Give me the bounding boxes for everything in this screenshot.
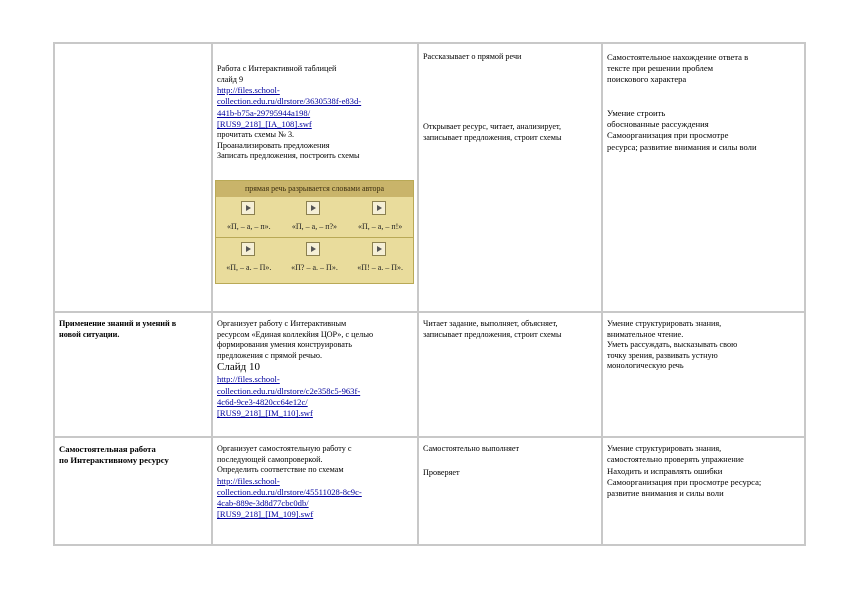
diagram-formula: «П, – а, – п». — [219, 197, 279, 237]
direct-speech-diagram — [215, 180, 414, 284]
row2-col1-cell — [55, 313, 211, 436]
row3-col4-cell — [603, 438, 804, 544]
row3-student-text-b: Проверяет — [423, 468, 460, 477]
play-icon[interactable] — [306, 242, 320, 256]
row3-col3-cell — [419, 438, 601, 544]
row3-stage-text: Самостоятельная работа по Интерактивному ресурсу — [59, 444, 169, 466]
play-icon[interactable] — [372, 242, 386, 256]
diagram-row-2 — [216, 237, 413, 278]
row1-teacher-text: Работа с Интерактивной таблицей слайд 9 — [217, 64, 337, 84]
diagram-formula: «П, – а, – п?» — [284, 197, 344, 237]
row3-teacher-text: Организует самостоятельную работу с последующей самопроверкой. Определить соответствие по схемам — [217, 444, 352, 475]
row2-teacher-text: Организует работу с Интерактивным ресурсом «Единая коллекйия ЦОР», с целью формирования умения конструировать предложения с прямой речью. — [217, 319, 374, 360]
row2-stage-text: Применение знаний и умений в новой ситуации. — [59, 319, 177, 339]
row1-skills-text-a: Самостоятельное нахождение ответа в тексте при решении проблем поискового характера — [607, 52, 749, 85]
row2-col4-cell — [603, 313, 804, 436]
row1-col1-cell — [55, 44, 211, 311]
lesson-table — [53, 42, 806, 546]
diagram-formula: «П! – а. – П». — [350, 238, 410, 278]
diagram-formula: «П? – а. – П». — [284, 238, 344, 278]
row1-col4-cell — [603, 44, 804, 311]
row3-resource-link[interactable]: http://files.school- collection.edu.ru/dlrstore/45511028-8c9c- 4cab-889e-3d8d77cbc0db/ [RUS9_218]_[IM_109].swf — [217, 475, 362, 520]
play-icon[interactable] — [241, 201, 255, 215]
row2-resource-link[interactable]: http://files.school- collection.edu.ru/dlrstore/c2e358c5-963f- 4c6d-9ce3-4820cc64e12c/ [RUS9_218]_[IM_110].swf — [217, 374, 361, 418]
row2-skills-text: Умение структурировать знания, внимательное чтение. Уметь рассуждать, высказывать свою точку зрения, развивать устную монологическую речь — [607, 319, 738, 371]
play-icon[interactable] — [241, 242, 255, 256]
row3-skills-text-b: Находить и исправлять ошибки Самоорганизация при просмотре ресурса; развитие внимания и силы воли — [607, 466, 762, 499]
row2-student-text: Читает задание, выполняет, объясняет, записывает предложения, строит схемы — [423, 319, 562, 339]
row3-student-text-a: Самостоятельно выполняет — [423, 444, 520, 453]
row1-student-text-b: Открывает ресурс, читает, анализирует, записывает предложения, строит схемы — [423, 122, 562, 142]
row1-skills-text-b: Умение строить обоснованные рассуждения Самоорганизация при просмотре ресурса; развитие внимания и силы воли — [607, 108, 757, 152]
diagram-row-1 — [216, 197, 413, 237]
diagram-formula: «П, – а, – п!» — [350, 197, 410, 237]
row1-task-text: прочитать схемы № 3. Проанализировать предложения Записать предложения, построить схемы — [217, 130, 360, 161]
row2-col3-cell — [419, 313, 601, 436]
row2-slide-label: Слайд 10 — [217, 361, 260, 374]
diagram-formula: «П, – а. – П». — [219, 238, 279, 278]
play-icon[interactable] — [372, 201, 386, 215]
row1-col3-cell — [419, 44, 601, 311]
play-icon[interactable] — [306, 201, 320, 215]
row3-col1-cell — [55, 438, 211, 544]
diagram-header: прямая речь разрывается словами автора — [216, 181, 413, 197]
row1-resource-link[interactable]: http://files.school- collection.edu.ru/dlrstore/3630538f-e83d- 441b-b75a-29795944a198/ [RUS9_218]_[IA_108].swf — [217, 85, 362, 129]
row1-col2-cell — [213, 44, 417, 311]
row3-col2-cell — [213, 438, 417, 544]
row3-skills-text-a: Умение структурировать знания, самостоятельно проверять упражнение — [607, 444, 744, 464]
row1-student-text-a: Рассказывает о прямой речи — [423, 52, 522, 61]
row2-col2-cell — [213, 313, 417, 436]
